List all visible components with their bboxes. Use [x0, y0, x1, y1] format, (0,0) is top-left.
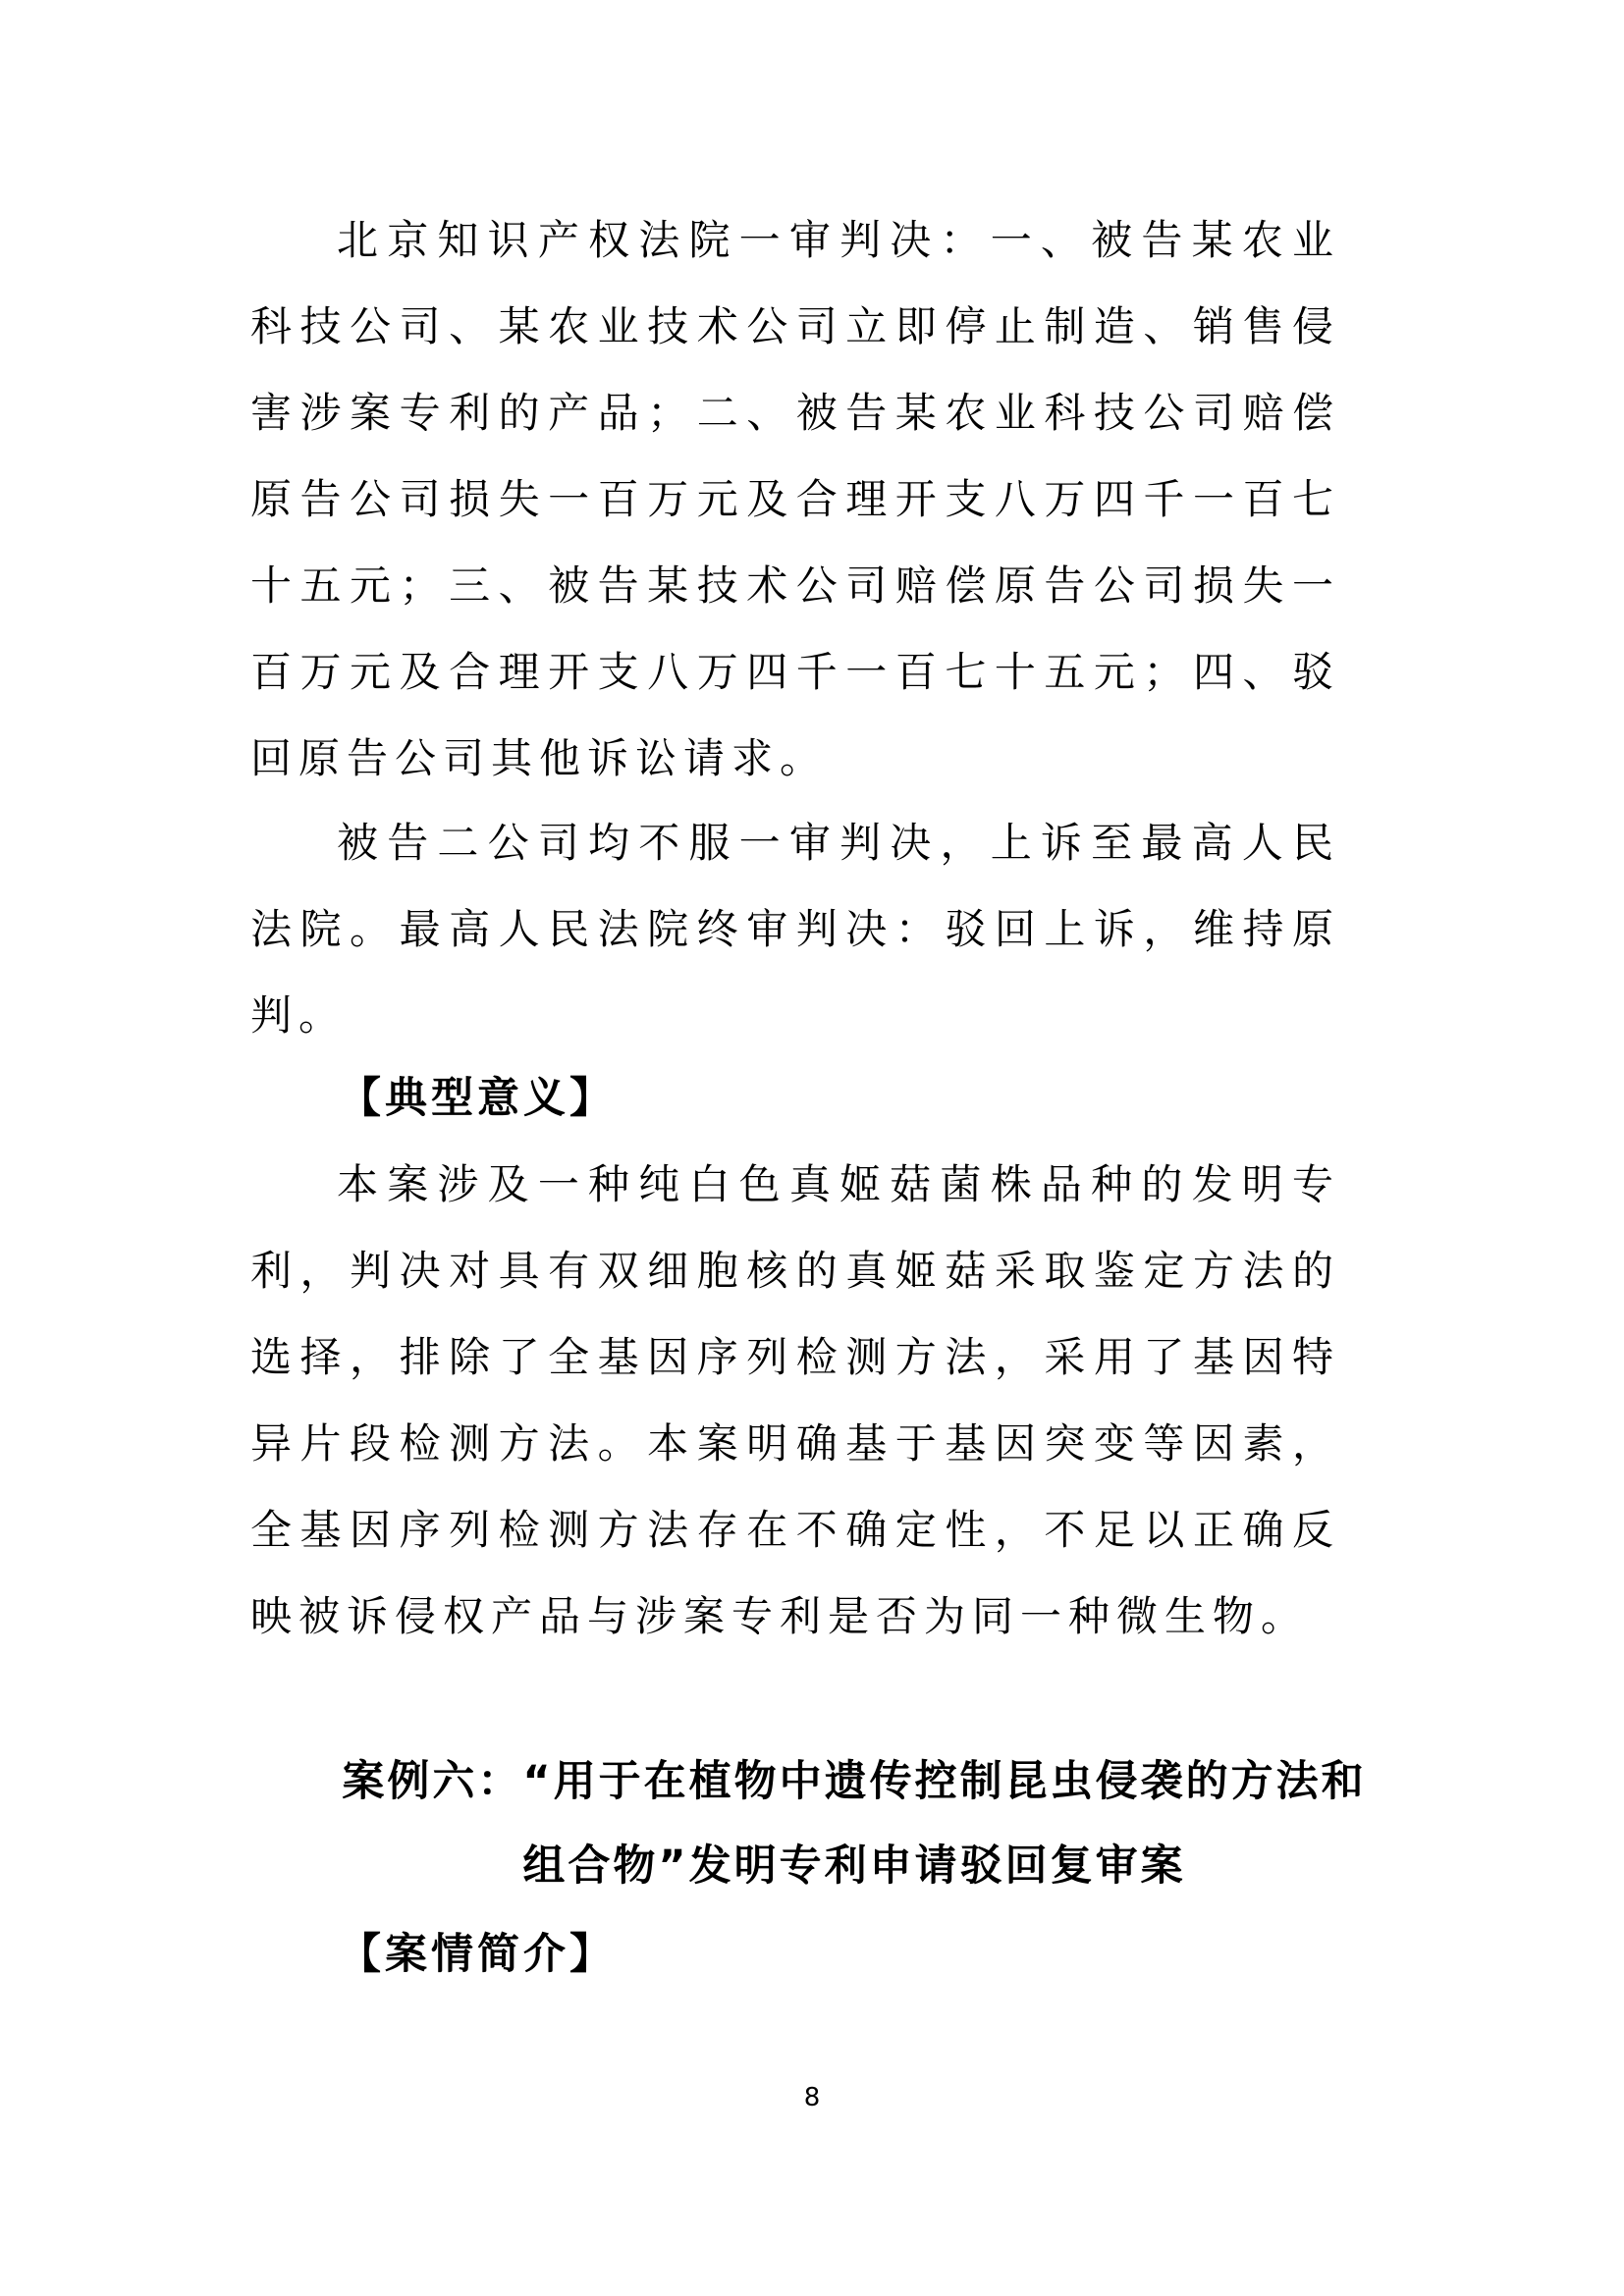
heading-typical-significance: 【典型意义】 — [339, 1074, 616, 1123]
page-number: 8 — [803, 2083, 821, 2112]
case-six-title — [334, 1739, 1375, 1908]
paragraph-first-instance-judgment: 北京知识产权法院一审判决：一、被告某农业科技公司、某农业技术公司立即停止制造、销售侵害涉案专利的产品；二、被告某农业科技公司赔偿原告公司损失一百万元及合理开支八万四千一百七十五元；三、被告某技术公司赔偿原告公司损失一百万元及合理开支八万四千一百七十五元；四、驳回原告公司其他诉讼请求。 — [250, 216, 1340, 782]
paragraph-appeal-judgment: 被告二公司均不服一审判决，上诉至最高人民法院。最高人民法院终审判决：驳回上诉，维持原判。 — [250, 819, 1340, 1040]
case-six-title-line-2: 组合物”发明专利申请驳回复审案 — [522, 1842, 1186, 1891]
heading-case-brief: 【案情简介】 — [339, 1930, 616, 1979]
case-six-title-line-1: 案例六：“用于在植物中遗传控制昆虫侵袭的方法和 — [342, 1757, 1367, 1806]
paragraph-typical-significance: 本案涉及一种纯白色真姬菇菌株品种的发明专利，判决对具有双细胞核的真姬菇采取鉴定方法的选择，排除了全基因序列检测方法，采用了基因特异片段检测方法。本案明确基于基因突变等因素，全基因序列检测方法存在不确定性，不足以正确反映被诉侵权产品与涉案专利是否为同一种微生物。 — [250, 1160, 1340, 1640]
